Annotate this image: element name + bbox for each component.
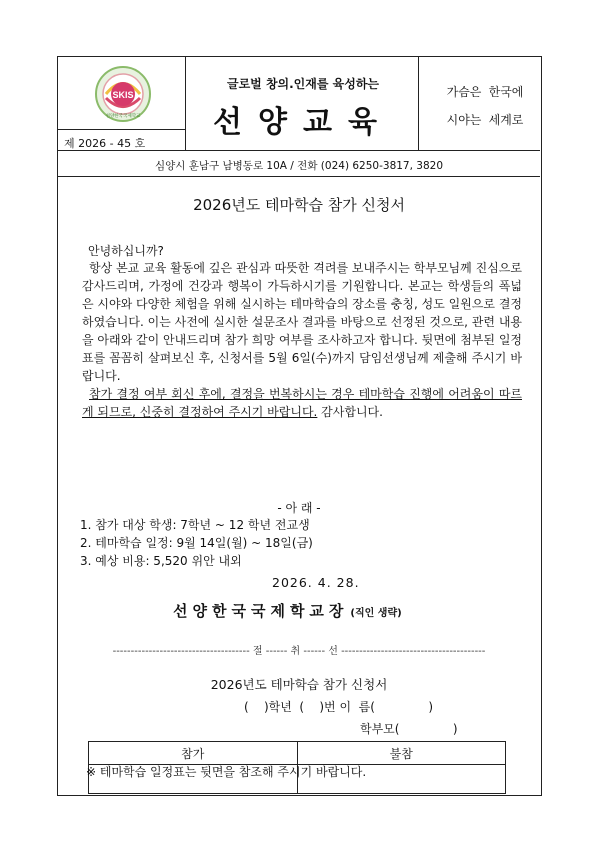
issue-number: 제 2026 - 45 호 bbox=[64, 137, 146, 150]
masthead-title: 선양교육 bbox=[213, 105, 393, 140]
document-frame bbox=[57, 56, 542, 796]
notice-header: - 아 래 - bbox=[277, 501, 321, 515]
svg-text:선양한국국제학교: 선양한국국제학교 bbox=[105, 114, 141, 119]
motto-line-2: 시야는 세계로 bbox=[446, 113, 524, 127]
notice-items bbox=[80, 516, 313, 570]
notice-item-target: 1. 참가 대상 학생: 7학년 ~ 12 학년 전교생 bbox=[80, 518, 310, 532]
document-title: 2026년도 테마학습 참가 신청서 bbox=[193, 196, 405, 214]
newsletter-header bbox=[58, 57, 540, 150]
header-divider-right bbox=[418, 57, 419, 150]
header-bottom-line bbox=[58, 150, 540, 151]
notice-item-cost: 3. 예상 비용: 5,520 위안 내외 bbox=[80, 554, 242, 568]
school-logo bbox=[94, 65, 152, 123]
greeting: 안녕하십니까? bbox=[88, 244, 164, 258]
address-bottom-line bbox=[58, 176, 540, 177]
school-address: 심양시 훈남구 남병동로 10A / 전화 (024) 6250-3817, 3820 bbox=[154, 160, 444, 172]
paragraph-2 bbox=[82, 385, 522, 421]
slogan: 글로벌 창의.인재를 육성하는 bbox=[226, 77, 380, 91]
notice-item-schedule: 2. 테마학습 일정: 9월 14일(월) ~ 18일(금) bbox=[80, 536, 313, 550]
letter-body bbox=[82, 259, 522, 421]
warning-text: 참가 결정 여부 회신 후에, 결정을 번복하시는 경우 테마학습 진행에 어려움이 따르게 되므로, 신중히 결정하여 주시기 바랍니다. bbox=[82, 387, 522, 419]
svg-text:SKIS: SKIS bbox=[112, 90, 134, 100]
form-title: 2026년도 테마학습 참가 신청서 bbox=[210, 677, 388, 692]
motto-line-1: 가슴은 한국에 bbox=[446, 85, 524, 99]
closing-thanks: 감사합니다. bbox=[317, 405, 383, 419]
student-info-line: ( )학년 ( )번 이 름( ) bbox=[244, 700, 434, 714]
absent-header: 불참 bbox=[297, 742, 506, 765]
cut-line: -------------------------------------- 절 ------ 취 ------ 선 ---------------------------------------- bbox=[112, 646, 486, 657]
seal-note: (직인 생략) bbox=[350, 608, 402, 619]
header-divider-left bbox=[185, 57, 186, 150]
issue-divider bbox=[58, 129, 185, 130]
sender bbox=[173, 600, 402, 621]
letter-date: 2026. 4. 28. bbox=[272, 575, 360, 590]
footnote: ※ 테마학습 일정표는 뒷면을 참조해 주시기 바랍니다. bbox=[86, 765, 367, 779]
paragraph-1: 항상 본교 교육 활동에 깊은 관심과 따뜻한 격려를 보내주시는 학부모님께 진심으로 감사드리며, 가정에 건강과 행복이 가득하시기를 기원합니다. 본교는 학생들의 폭넓은 시야와 다양한 체험을 위해 실시하는 테마학습의 장소를 충칭, 성도 일원으로 결정하였습니다. 이는 사전에 실시한 설문조사 결과를 바탕으로 선정된 것으로, 관련 내용을 아래와 같이 안내드리며 참가 희망 여부를 조사하고자 합니다. 뒷면에 첨부된 일정표를 꼼꼼히 살펴보신 후, 신청서를 5월 6일(수)까지 담임선생님께 제출해 주시기 바랍니다. bbox=[82, 261, 522, 383]
sender-name: 선양한국국제학교장 bbox=[173, 602, 349, 620]
parent-name-line: 학부모( ) bbox=[360, 722, 458, 736]
attend-header: 참가 bbox=[89, 742, 298, 765]
